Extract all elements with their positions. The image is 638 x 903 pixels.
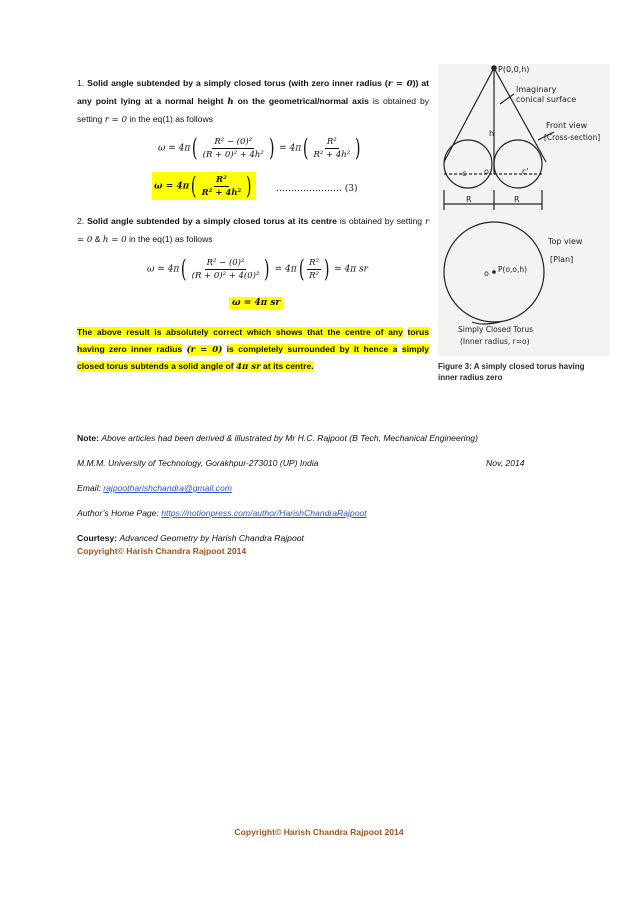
conclusion-c: is completely surrounded by it hence a bbox=[226, 343, 398, 354]
section2-equation-2-highlighted: ω = 4π sr bbox=[229, 297, 283, 309]
note-line bbox=[77, 432, 557, 444]
section1-text-g: in the eq(1) as follows bbox=[129, 114, 213, 124]
section2-paragraph bbox=[77, 213, 429, 249]
eq-middle: = 4π bbox=[279, 143, 302, 154]
email-label: Email: bbox=[77, 483, 101, 493]
note-text: Above articles had been derived & illustrated by Mr H.C. Rajpoot (B Tech, Mechanical Engineering) bbox=[101, 433, 478, 443]
section1-heading-e: axis bbox=[352, 96, 369, 106]
eq-numerator-2: R² bbox=[309, 257, 319, 268]
homepage-line bbox=[77, 507, 537, 519]
figure-caption bbox=[438, 361, 618, 383]
section1-heading-a: Solid angle subtended by a simply closed torus (with zero inner radius bbox=[87, 78, 382, 88]
label-point-p: P(0,0,h) bbox=[498, 65, 530, 74]
label-radius-left: R bbox=[466, 195, 472, 204]
conclusion-r-zero: (r = 0) bbox=[186, 344, 223, 355]
section1-number: 1. bbox=[77, 78, 85, 88]
eq-denominator: (R + 0)² + 4h² bbox=[202, 149, 264, 160]
section2-r-zero: r = 0 bbox=[77, 217, 430, 245]
section1-heading-b: ( bbox=[384, 78, 388, 88]
conclusion-paragraph bbox=[77, 324, 429, 376]
torus-arrow bbox=[472, 322, 500, 324]
plan-center-marker bbox=[492, 270, 496, 274]
eq-denominator-2: R² bbox=[309, 270, 319, 281]
date-text: Nov, 2014 bbox=[486, 458, 525, 468]
section2-heading: Solid angle subtended by a simply closed torus at its centre bbox=[87, 216, 337, 226]
page-footer-copyright: Copyright© Harish Chandra Rajpoot 2014 bbox=[234, 827, 404, 837]
label-plan-origin: o bbox=[484, 269, 489, 278]
label-front-view: Front view bbox=[546, 121, 588, 130]
label-cross-section: [Cross-section] bbox=[544, 133, 601, 142]
section1-r-zero: r = 0 bbox=[387, 79, 413, 89]
label-c-left: c bbox=[462, 169, 467, 178]
cone-line-right bbox=[494, 68, 546, 162]
label-top-view: Top view bbox=[548, 237, 583, 246]
label-plan-point: P(o,o,h) bbox=[498, 265, 528, 274]
copyright-line: Copyright© Harish Chandra Rajpoot 2014 bbox=[77, 546, 247, 556]
section2-amp: & bbox=[94, 234, 101, 244]
section2-equation-1: ω = 4π( $\frac{\text{R² − (0)²}}{\text{(R + 0)² + 4(0)²}}$ ) = 4π( $\frac{\text{R²}}{\text{R²}}$ ) = 4π sr bbox=[147, 255, 368, 283]
homepage-label: Author’s Home Page: bbox=[77, 508, 159, 518]
section2-text-d: in the eq(1) as follows bbox=[128, 234, 213, 244]
conclusion-a: The above result is absolutely correct which shows that the centre of any bbox=[77, 327, 403, 337]
eq-numerator: R² − (0)² bbox=[214, 136, 253, 147]
courtesy-line bbox=[77, 532, 537, 544]
email-line bbox=[77, 482, 537, 494]
eq-middle: = 4π bbox=[274, 264, 297, 275]
imaginary-arrow bbox=[500, 94, 514, 104]
section2-number: 2. bbox=[77, 216, 85, 226]
eq-rhs: = 4π sr bbox=[334, 264, 368, 275]
eq-numerator-2: R² bbox=[326, 136, 337, 147]
label-height: h bbox=[489, 129, 495, 138]
note-label: Note: bbox=[77, 433, 99, 443]
equation-3-label: …………………. (3) bbox=[276, 184, 358, 194]
section1-heading-d: on the geometrical/normal bbox=[237, 96, 349, 106]
section1-r-zero-b: r = 0 bbox=[104, 115, 127, 125]
cross-section-right-circle bbox=[494, 140, 542, 188]
label-radius-right: R bbox=[514, 195, 520, 204]
conclusion-e: at its centre. bbox=[263, 361, 314, 371]
cross-section-left-circle bbox=[444, 140, 492, 188]
eq-numerator: R² bbox=[216, 174, 227, 185]
courtesy-label: Courtesy: bbox=[77, 533, 118, 543]
section1-equation-1: ω = 4π( $\frac{\text{R² − (0)²}}{\text{(R + 0)² + 4h²}}$ ) = 4π( $\frac{\text{R²}}{\text{R² + 4h²}}$ ) bbox=[158, 134, 361, 162]
section1-equation-2-highlighted: ω = 4π( $\frac{\text{R²}}{\text{R² + 4h²}}$ ) bbox=[152, 172, 256, 200]
label-inner-radius: (Inner radius, r=o) bbox=[460, 337, 530, 346]
section1-heading-c: )) at any point lying at a normal height bbox=[77, 78, 429, 106]
section2-h-zero: h = 0 bbox=[102, 235, 127, 245]
eq-lhs: ω = 4π bbox=[154, 181, 190, 192]
label-c-right: c' bbox=[522, 167, 529, 176]
caption-line-1: Figure 3: A simply closed torus having bbox=[438, 362, 585, 371]
eq-lhs: ω = 4π bbox=[158, 143, 191, 154]
homepage-link[interactable]: https://notionpress.com/author/HarishChandraRajpoot bbox=[161, 508, 367, 518]
section1-text-f: is obtained by setting bbox=[77, 96, 430, 124]
university-line bbox=[77, 457, 537, 469]
eq-denominator: (R + 0)² + 4(0)² bbox=[191, 270, 260, 281]
conclusion-b: torus having zero inner radius bbox=[77, 327, 430, 354]
conclusion-d: simply closed torus subtends a solid angle of bbox=[77, 343, 430, 371]
eq-denominator: R² + 4h² bbox=[201, 187, 242, 198]
university-text: M.M.M. University of Technology, Gorakhpur-273010 (UP) India bbox=[77, 458, 319, 468]
label-conical-surface: conical surface bbox=[516, 95, 577, 104]
conclusion-value: 4π sr bbox=[236, 362, 261, 372]
label-imaginary: Imaginary bbox=[516, 85, 557, 94]
eq-numerator: R² − (0)² bbox=[206, 257, 245, 268]
label-origin: o bbox=[484, 167, 489, 176]
label-plan: [Plan] bbox=[550, 255, 574, 264]
section1-paragraph bbox=[77, 75, 429, 129]
courtesy-text: Advanced Geometry by Harish Chandra Rajpoot bbox=[119, 533, 304, 543]
eq-lhs: ω = 4π bbox=[147, 264, 180, 275]
caption-line-2: inner radius zero bbox=[438, 373, 503, 382]
email-link[interactable]: rajpootharishchandra@gmail.com bbox=[103, 483, 232, 493]
section2-text-b: is obtained by bbox=[339, 216, 394, 226]
eq-denominator-2: R² + 4h² bbox=[313, 149, 351, 160]
label-simply-closed-torus: Simply Closed Torus bbox=[458, 325, 534, 334]
torus-diagram bbox=[438, 64, 610, 356]
section1-h-symbol: h bbox=[227, 97, 234, 107]
torus-figure bbox=[438, 64, 610, 356]
section2-text-c: setting bbox=[396, 216, 423, 226]
